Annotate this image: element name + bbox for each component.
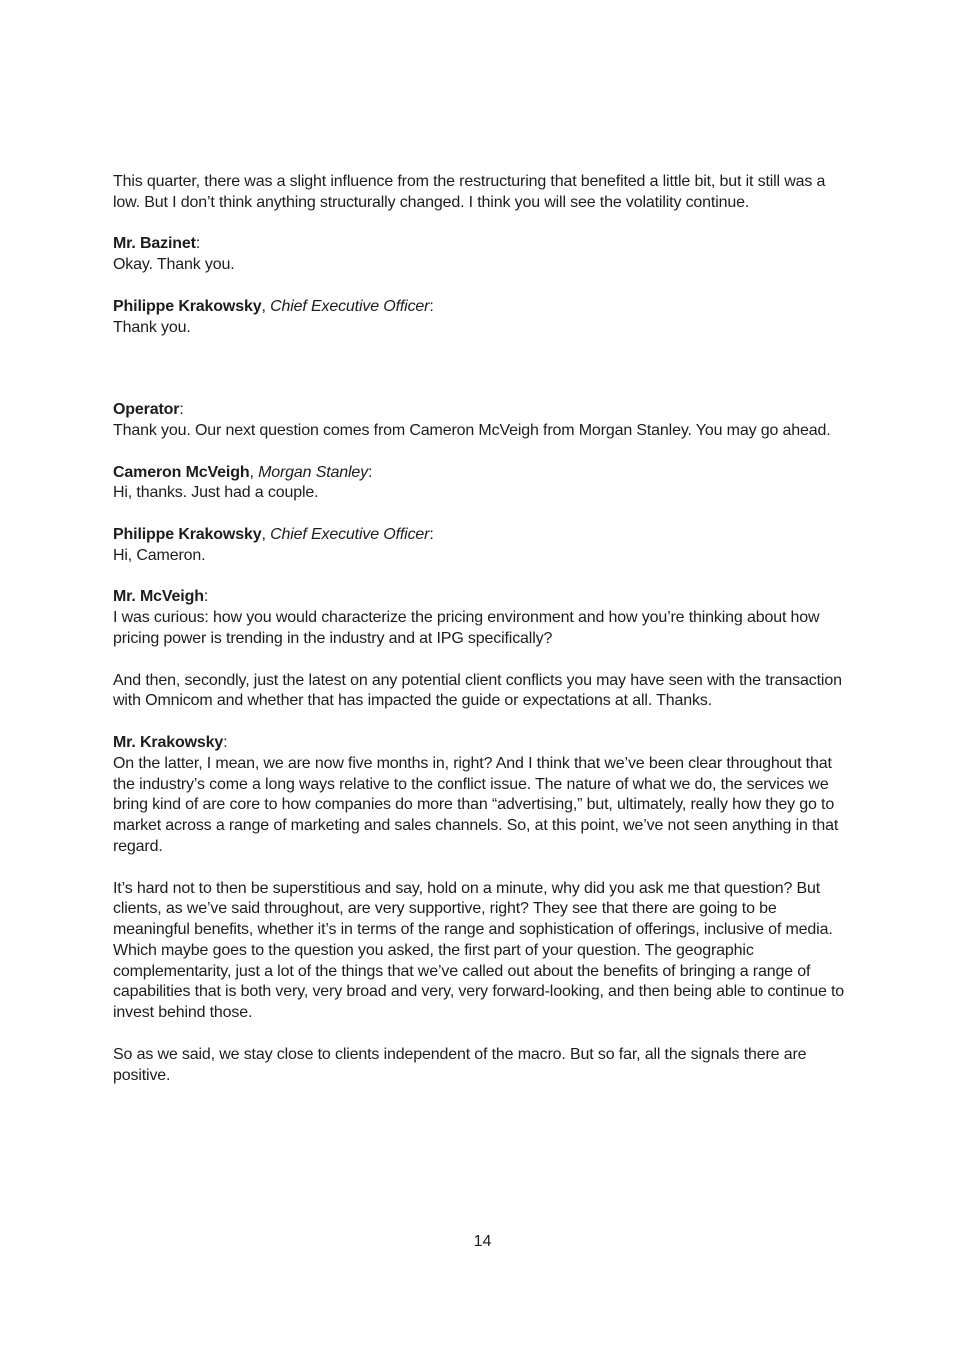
speaker-line <box>113 733 854 754</box>
speaker-colon: : <box>429 525 434 543</box>
speaker-colon: : <box>203 588 209 606</box>
speaker-separator: , <box>249 463 259 481</box>
speaker-name: Mr. Bazinet <box>113 235 196 253</box>
speaker-role: Chief Executive Officer <box>270 525 430 543</box>
speaker-colon: : <box>179 401 184 419</box>
speaker-text: Hi, Cameron. <box>113 546 206 564</box>
speaker-role: Morgan Stanley <box>258 463 369 481</box>
speaker-block-operator <box>113 400 854 442</box>
speaker-name: Philippe Krakowsky <box>113 297 262 315</box>
speaker-line <box>113 234 854 255</box>
speaker-name: Cameron McVeigh <box>113 463 250 481</box>
speaker-text: Thank you. <box>113 318 191 336</box>
speaker-text: I was curious: how you would characterize the pricing environment and how you’re thinking about how pricing power is trending in the industry and at IPG specifically? <box>113 609 820 647</box>
speaker-block-mcveigh-intro <box>113 463 854 505</box>
paragraph-intro: This quarter, there was a slight influence from the restructuring that benefited a little bit, but it still was a low. But I don’t think anything structurally changed. I think you will see the volatility continue. <box>113 173 826 211</box>
speaker-colon: : <box>368 463 373 481</box>
speaker-role: Chief Executive Officer <box>270 297 430 315</box>
speaker-line <box>113 525 854 546</box>
page-number: 14 <box>473 1233 492 1250</box>
speaker-name: Mr. McVeigh <box>113 588 204 606</box>
section-gap <box>113 359 854 400</box>
speaker-line <box>113 400 854 421</box>
speaker-name: Philippe Krakowsky <box>113 525 262 543</box>
speaker-line <box>113 463 854 484</box>
speaker-text: Thank you. Our next question comes from Cameron McVeigh from Morgan Stanley. You may go ahead. <box>113 421 831 439</box>
speaker-text: On the latter, I mean, we are now five months in, right? And I think that we’ve been clear throughout that the industry’s come a long ways relative to the conflict issue. The nature of what we do, the services we bring kind of are core to how companies do more than “advertising,” but, ultimately, really how they go to market across a range of marketing and sales channels. So, at this point, we’ve not seen anything in that regard. <box>113 754 839 855</box>
speaker-block-krakowsky-answer <box>113 733 854 858</box>
paragraph-krakowsky-answer-2: It’s hard not to then be superstitious and say, hold on a minute, why did you ask me that question? But clients, as we’ve said throughout, are very supportive, right? They see that there are going to be meaningful benefits, whether it’s in terms of the range and sophistication of offerings, inclusive of media. Which maybe goes to the question you asked, the first part of your question. The geographic complementarity, just a lot of the things that we’ve called out about the benefits of bringing a range of capabilities that is both very, very broad and very, very forward-looking, and then being able to continue to invest behind those. <box>113 879 845 1022</box>
speaker-name: Operator <box>113 401 180 419</box>
speaker-name: Mr. Krakowsky <box>113 733 224 751</box>
speaker-text: Okay. Thank you. <box>113 256 235 274</box>
speaker-text: Hi, thanks. Just had a couple. <box>113 484 319 502</box>
speaker-colon: : <box>195 235 201 253</box>
speaker-colon: : <box>223 733 228 751</box>
paragraph-mcveigh-question-2: And then, secondly, just the latest on any potential client conflicts you may have seen with the transaction with Omnicom and whether that has impacted the guide or expectations at all. Thanks. <box>113 671 842 710</box>
speaker-block-krakowsky-1 <box>113 297 854 339</box>
speaker-line <box>113 587 854 608</box>
speaker-block-krakowsky-2 <box>113 525 854 567</box>
speaker-colon: : <box>429 297 434 315</box>
speaker-separator: , <box>261 525 271 543</box>
speaker-block-mcveigh-question <box>113 587 854 649</box>
paragraph-krakowsky-answer-3: So as we said, we stay close to clients independent of the macro. But so far, all the signals there are positive. <box>113 1045 807 1084</box>
speaker-separator: , <box>261 297 271 315</box>
speaker-line <box>113 297 854 318</box>
transcript-content <box>113 172 854 1107</box>
speaker-block-bazinet <box>113 234 854 276</box>
